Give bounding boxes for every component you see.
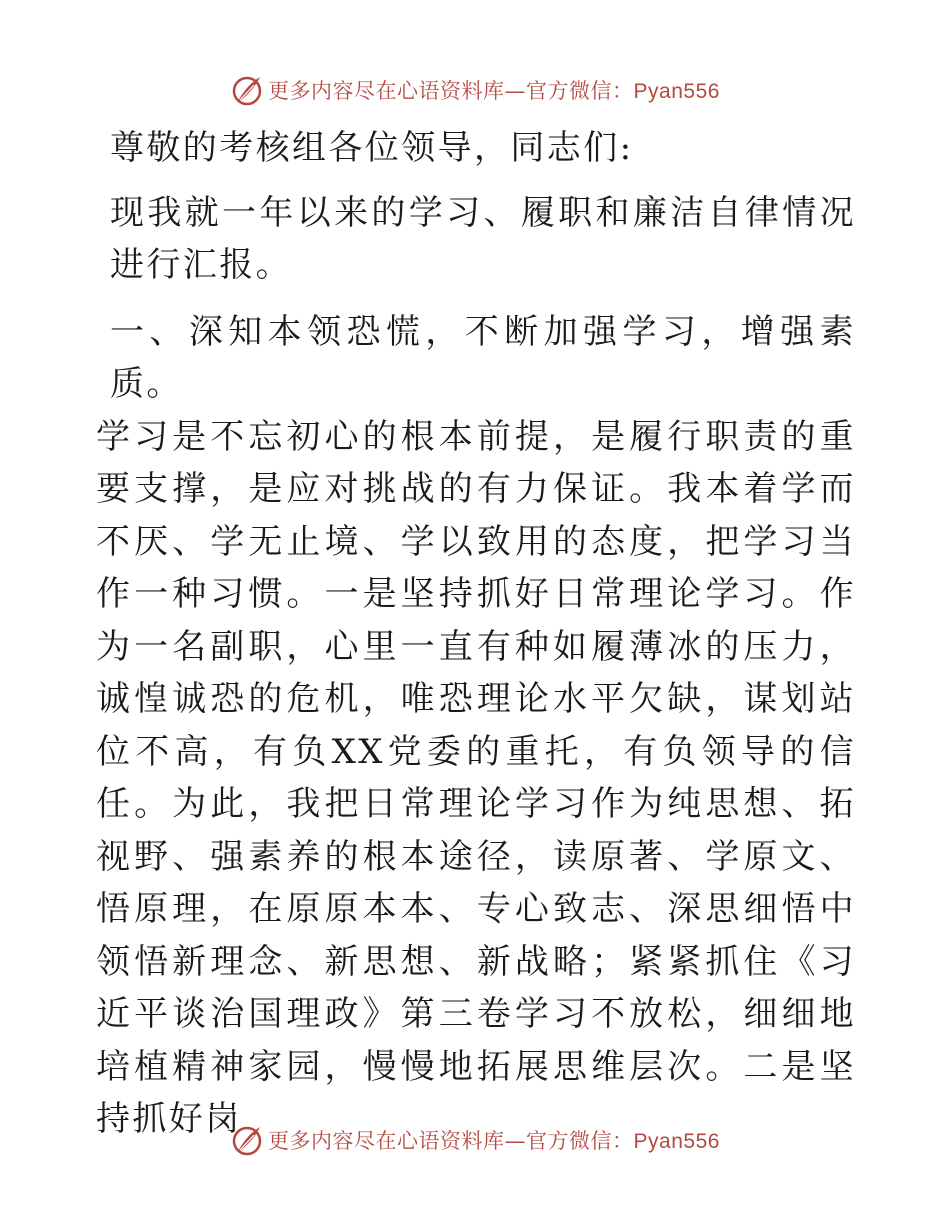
watermark-text: 更多内容尽在心语资料库—官方微信：Pyan556	[268, 1129, 720, 1153]
watermark-footer	[0, 1120, 950, 1160]
section1-body: 学习是不忘初心的根本前提，是履行职责的重要支撑，是应对挑战的有力保证。我本着学而不厌、学无止境、学以致用的态度，把学习当作一种习惯。一是坚持抓好日常理论学习。作为一名副职，心里一直有种如履薄冰的压力，诚惶诚恐的危机，唯恐理论水平欠缺，谋划站位不高，有负XX党委的重托，有负领导的信任。为此，我把日常理论学习作为纯思想、拓视野、强素养的根本途径，读原著、学原文、悟原理，在原原本本、专心致志、深思细悟中领悟新理念、新思想、新战略；紧紧抓住《习近平谈治国理政》第三卷学习不放松，细细地培植精神家园，慢慢地拓展思维层次。二是坚持抓好岗	[96, 416, 856, 1139]
feather-pen-logo-icon	[230, 1123, 264, 1157]
feather-pen-logo-icon	[230, 73, 264, 107]
salutation: 尊敬的考核组各位领导，同志们:	[110, 128, 634, 168]
section1-heading: 一、深知本领恐慌，不断加强学习，增强素质。	[110, 311, 856, 404]
intro-paragraph: 现我就一年以来的学习、履职和廉洁自律情况进行汇报。	[110, 192, 856, 285]
watermark-header	[0, 70, 950, 110]
watermark-text: 更多内容尽在心语资料库—官方微信：Pyan556	[268, 79, 720, 103]
document-body	[96, 122, 856, 1146]
